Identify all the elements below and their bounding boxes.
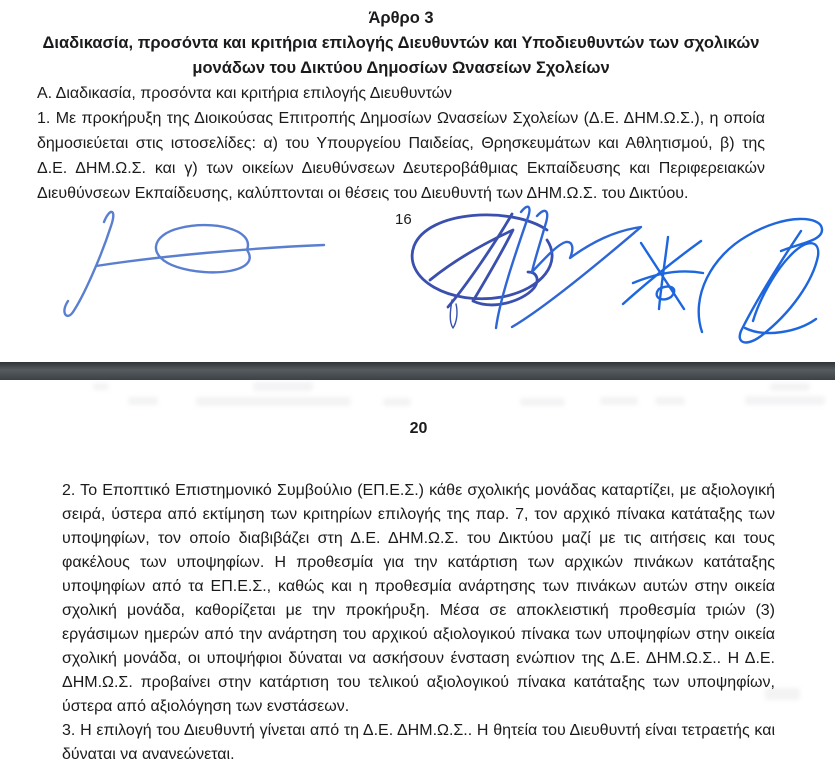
article-title: Άρθρο 3 <box>368 9 434 27</box>
article-subtitle-line-1: Διαδικασία, προσόντα και κριτήρια επιλογής Διευθυντών και Υποδιευθυντών των σχολικών <box>42 34 760 52</box>
scan-artifact <box>745 396 825 405</box>
page-16-content <box>37 6 765 206</box>
page-20-content <box>62 417 775 767</box>
scan-artifact <box>196 397 351 406</box>
paragraph-3: 3. Η επιλογή του Διευθυντή γίνεται από τη Δ.Ε. ΔΗΜ.Ω.Σ.. Η θητεία του Διευθυντή είναι τετραετής και δύναται να ανανεώνεται. <box>62 722 775 763</box>
scan-artifact <box>383 398 411 406</box>
signature-1 <box>64 212 324 316</box>
scan-artifact <box>600 397 638 405</box>
scan-artifact <box>128 397 158 405</box>
page-number-16: 16 <box>395 211 412 228</box>
page-number-20: 20 <box>409 420 428 437</box>
signatures-overlay <box>0 200 835 360</box>
signature-3 <box>496 207 641 328</box>
paragraph-1: 1. Με προκήρυξη της Διοικούσας Επιτροπής Δημοσίων Ωνασείων Σχολείων (Δ.Ε. ΔΗΜ.Ω.Σ.), η οποία δημοσιεύεται στις ιστοσελίδες: α) του Υπουργείου Παιδείας, Θρησκευμάτων και Αθλητισμού, β) της Δ.Ε. ΔΗΜ.Ω.Σ. και γ) των οικείων Διευθύνσεων Δευτεροβάθμιας Εκπαίδευσης και Περιφερειακών Διευθύνσεων Εκπαίδευσης, καλύπτονται οι θέσεις του Διευθυντή των ΔΗΜ.Ω.Σ. του Δικτύου. <box>37 110 765 202</box>
signature-4 <box>623 237 703 309</box>
page-separator-band <box>0 362 835 380</box>
signature-5 <box>699 219 822 342</box>
scan-artifact <box>93 383 109 390</box>
paragraph-2: 2. Το Εποπτικό Επιστημονικό Συμβούλιο (ΕΠ.Ε.Σ.) κάθε σχολικής μονάδας καταρτίζει, με αξιολογική σειρά, ύστερα από εκτίμηση των κριτηρίων επιλογής της παρ. 7, τον αρχικό πίνακα κατάταξης των υποψηφίων, τον οποίο διαβιβάζει στη Δ.Ε. ΔΗΜ.Ω.Σ. του Δικτύου μαζί με τις αιτήσεις και τους φακέλους των υποψηφίων. Η προθεσμία για την κατάρτιση των αρχικών πινάκων κατάταξης υποψηφίων από τα ΕΠ.Ε.Σ., καθώς και η προθεσμία ανάρτησης των πινάκων αυτών στην οικεία σχολική μονάδα, καθορίζεται με την προκήρυξη. Μέσα σε αποκλειστική προθεσμία τριών (3) εργάσιμων ημερών από την ανάρτηση του αρχικού αξιολογικού πίνακα των υποψηφίων στην οικεία σχολική μονάδα, οι υποψήφιοι δύναται να ασκήσουν ένσταση ενώπιον της Δ.Ε. ΔΗΜ.Ω.Σ.. Η Δ.Ε. ΔΗΜ.Ω.Σ. προβαίνει στην κατάρτιση του τελικού αξιολογικού πίνακα κατάταξης των υποψηφίων, ύστερα από αξιολόγηση των ενστάσεων. <box>62 482 775 715</box>
scan-artifact <box>253 382 313 391</box>
scan-artifact <box>770 383 810 391</box>
scan-artifact <box>655 397 685 405</box>
section-a-heading: Α. Διαδικασία, προσόντα και κριτήρια επιλογής Διευθυντών <box>37 85 453 102</box>
article-subtitle-line-2: μονάδων του Δικτύου Δημοσίων Ωνασείων Σχολείων <box>192 59 610 77</box>
scan-artifact <box>520 398 565 406</box>
